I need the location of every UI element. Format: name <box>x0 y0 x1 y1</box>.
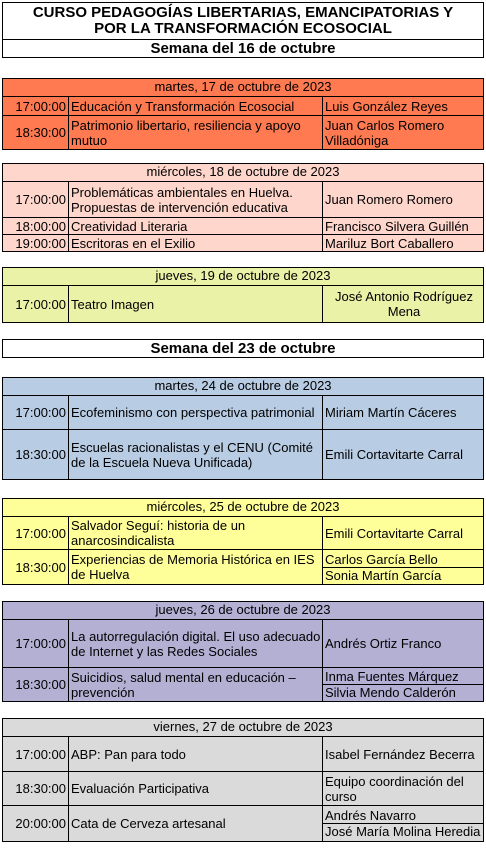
session-title: Experiencias de Memoria Histórica en IES de Huelva <box>69 550 323 584</box>
session-title: Creatividad Literaria <box>69 218 323 234</box>
course-title-line1: CURSO PEDAGOGÍAS LIBERTARIAS, EMANCIPATORIAS Y <box>32 4 454 21</box>
speaker-name: Equipo coordinación del curso <box>325 773 464 804</box>
session-speaker <box>323 668 483 701</box>
session-time: 17:00:00 <box>3 286 69 322</box>
session-title: ABP: Pan para todo <box>69 737 323 771</box>
course-title-line2: POR LA TRANSFORMACIÓN ECOSOCIAL <box>94 20 392 37</box>
session-row <box>3 771 483 805</box>
day-block <box>2 601 484 702</box>
day-header: viernes, 27 de octubre de 2023 <box>3 719 483 737</box>
speaker-name: José María Molina Heredia <box>323 823 483 839</box>
session-speaker <box>323 182 483 217</box>
week-heading-2: Semana del 23 de octubre <box>2 339 484 358</box>
session-time: 19:00:00 <box>3 235 69 251</box>
session-speaker <box>323 737 483 771</box>
day-header: miércoles, 25 de octubre de 2023 <box>3 499 483 517</box>
day-header: martes, 24 de octubre de 2023 <box>3 378 483 396</box>
session-title: Cata de Cerveza artesanal <box>69 806 323 841</box>
speaker-name: Andrés Ortiz Franco <box>325 636 442 651</box>
day-block <box>2 377 484 480</box>
session-title: La autorregulación digital. El uso adecuado de Internet y las Redes Sociales <box>69 620 323 667</box>
session-row <box>3 620 483 667</box>
session-speaker <box>323 116 483 149</box>
day-header: martes, 17 de octubre de 2023 <box>3 79 483 97</box>
session-speaker <box>323 550 483 584</box>
session-title: Educación y Transformación Ecosocial <box>69 97 323 115</box>
session-title: Escritoras en el Exilio <box>69 235 323 251</box>
session-title: Patrimonio libertario, resiliencia y apoyo mutuo <box>69 116 323 149</box>
day-block <box>2 267 484 323</box>
session-title: Problemáticas ambientales en Huelva. Propuestas de intervención educativa <box>69 182 323 217</box>
day-block <box>2 78 484 150</box>
speaker-name: Mariluz Bort Caballero <box>325 235 454 251</box>
session-speaker <box>323 396 483 429</box>
session-speaker <box>323 286 483 322</box>
speaker-name: Isabel Fernández Becerra <box>325 746 475 762</box>
session-speaker <box>323 235 483 251</box>
course-title <box>2 2 484 39</box>
session-time: 17:00:00 <box>3 620 69 667</box>
speaker-name: Carlos García Bello <box>325 551 438 567</box>
session-time: 18:30:00 <box>3 668 69 701</box>
session-row <box>3 805 483 841</box>
speaker-name: José Antonio Rodríguez Mena <box>334 289 474 319</box>
speaker-name: Juan Romero Romero <box>325 192 453 207</box>
session-time: 17:00:00 <box>3 396 69 429</box>
week-heading-1: Semana del 16 de octubre <box>2 39 484 58</box>
session-speaker <box>323 620 483 667</box>
speaker-name: Sonia Martín García <box>323 567 483 583</box>
speaker-name: Miriam Martín Cáceres <box>325 405 457 420</box>
session-row <box>3 737 483 771</box>
session-time: 18:30:00 <box>3 550 69 584</box>
session-speaker <box>323 97 483 115</box>
session-row <box>3 217 483 234</box>
session-title: Teatro Imagen <box>69 286 323 322</box>
speaker-name: Emili Cortavitarte Carral <box>325 447 463 462</box>
session-row <box>3 549 483 584</box>
speaker-name: Emili Cortavitarte Carral <box>325 525 463 541</box>
session-time: 17:00:00 <box>3 182 69 217</box>
day-block <box>2 163 484 252</box>
session-time: 17:00:00 <box>3 97 69 115</box>
day-header: jueves, 19 de octubre de 2023 <box>3 268 483 286</box>
session-title: Evaluación Participativa <box>69 772 323 805</box>
session-row <box>3 429 483 479</box>
day-block <box>2 718 484 842</box>
session-speaker <box>323 806 483 841</box>
speaker-name: Juan Carlos Romero Villadóniga <box>325 117 445 148</box>
session-row <box>3 97 483 115</box>
session-time: 17:00:00 <box>3 737 69 771</box>
session-title: Ecofeminismo con perspectiva patrimonial <box>69 396 323 429</box>
session-title: Suicidios, salud mental en educación – prevención <box>69 668 323 701</box>
day-header: miércoles, 18 de octubre de 2023 <box>3 164 483 182</box>
speaker-name: Inma Fuentes Márquez <box>325 669 459 684</box>
session-time: 18:00:00 <box>3 218 69 234</box>
session-time: 18:30:00 <box>3 430 69 479</box>
session-time: 20:00:00 <box>3 806 69 841</box>
session-row <box>3 667 483 701</box>
session-row <box>3 182 483 217</box>
session-speaker <box>323 218 483 234</box>
speaker-name: Francisco Silvera Guillén <box>325 218 469 234</box>
session-row <box>3 234 483 251</box>
session-time: 18:30:00 <box>3 772 69 805</box>
session-row <box>3 286 483 322</box>
session-row <box>3 396 483 429</box>
speaker-name: Andrés Navarro <box>325 808 417 823</box>
session-speaker <box>323 772 483 805</box>
session-row <box>3 517 483 549</box>
day-block <box>2 498 484 585</box>
session-time: 17:00:00 <box>3 517 69 549</box>
session-row <box>3 115 483 149</box>
speaker-name: Silvia Mendo Calderón <box>323 684 483 700</box>
session-speaker <box>323 430 483 479</box>
session-time: 18:30:00 <box>3 116 69 149</box>
session-speaker <box>323 517 483 549</box>
session-title: Escuelas racionalistas y el CENU (Comité de la Escuela Nueva Unificada) <box>69 430 323 479</box>
speaker-name: Luis González Reyes <box>325 98 448 114</box>
day-header: jueves, 26 de octubre de 2023 <box>3 602 483 620</box>
session-title: Salvador Seguí: historia de un anarcosindicalista <box>69 517 323 549</box>
